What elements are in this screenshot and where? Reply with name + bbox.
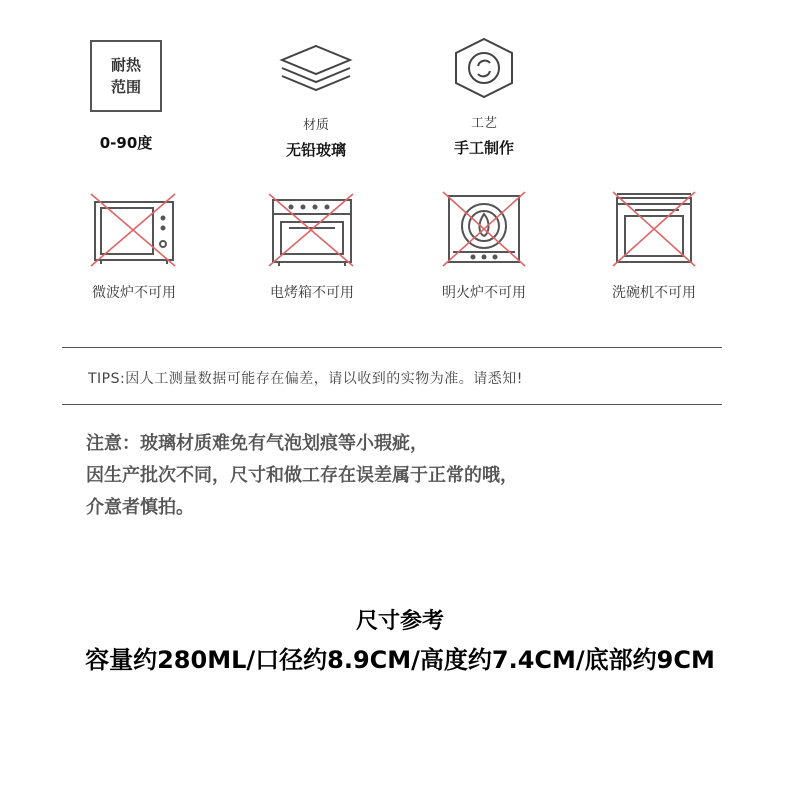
microwave-icon [89,255,179,274]
material-feature [266,40,366,160]
dishwasher-icon [609,255,699,274]
heat-range-feature [86,40,166,153]
gas-stove-prohibition [424,190,544,302]
gas-stove-icon [439,255,529,274]
tips-text: TIPS:因人工测量数据可能存在偏差，请以收到的实物为准。请悉知! [88,371,523,387]
craft-feature [434,36,534,158]
tips-bottom-divider [62,404,722,405]
notice-line-2: 因生产批次不同，尺寸和做工存在误差属于正常的哦， [86,465,518,486]
craft-label: 工艺 [470,116,497,131]
craft-hexagon-icon [449,85,519,104]
notice-text [86,428,518,524]
notice-line-1: 注意：玻璃材质难免有气泡划痕等小瑕疵， [86,433,428,454]
heat-range-box-line2: 范围 [110,78,141,96]
oven-label: 电烤箱不可用 [270,285,354,301]
dishwasher-prohibition [594,190,714,302]
microwave-prohibition [74,190,194,302]
material-value: 无铅玻璃 [285,141,346,159]
gas-stove-label: 明火炉不可用 [442,285,526,301]
material-label: 材质 [302,118,329,133]
heat-range-box-icon [90,40,162,112]
size-detail: 容量约280ML/口径约8.9CM/高度约7.4CM/底部约9CM [85,646,715,674]
glass-layers-icon [276,81,356,100]
heat-range-value: 0-90度 [99,134,153,152]
notice-line-3: 介意者慎拍。 [86,497,194,518]
oven-icon [267,255,357,274]
size-title: 尺寸参考 [355,609,444,634]
oven-prohibition [252,190,372,302]
tips-top-divider [62,347,722,348]
craft-value: 手工制作 [453,139,514,157]
microwave-label: 微波炉不可用 [92,285,176,301]
heat-range-box-line1: 耐热 [110,56,141,74]
dishwasher-label: 洗碗机不可用 [612,285,696,301]
